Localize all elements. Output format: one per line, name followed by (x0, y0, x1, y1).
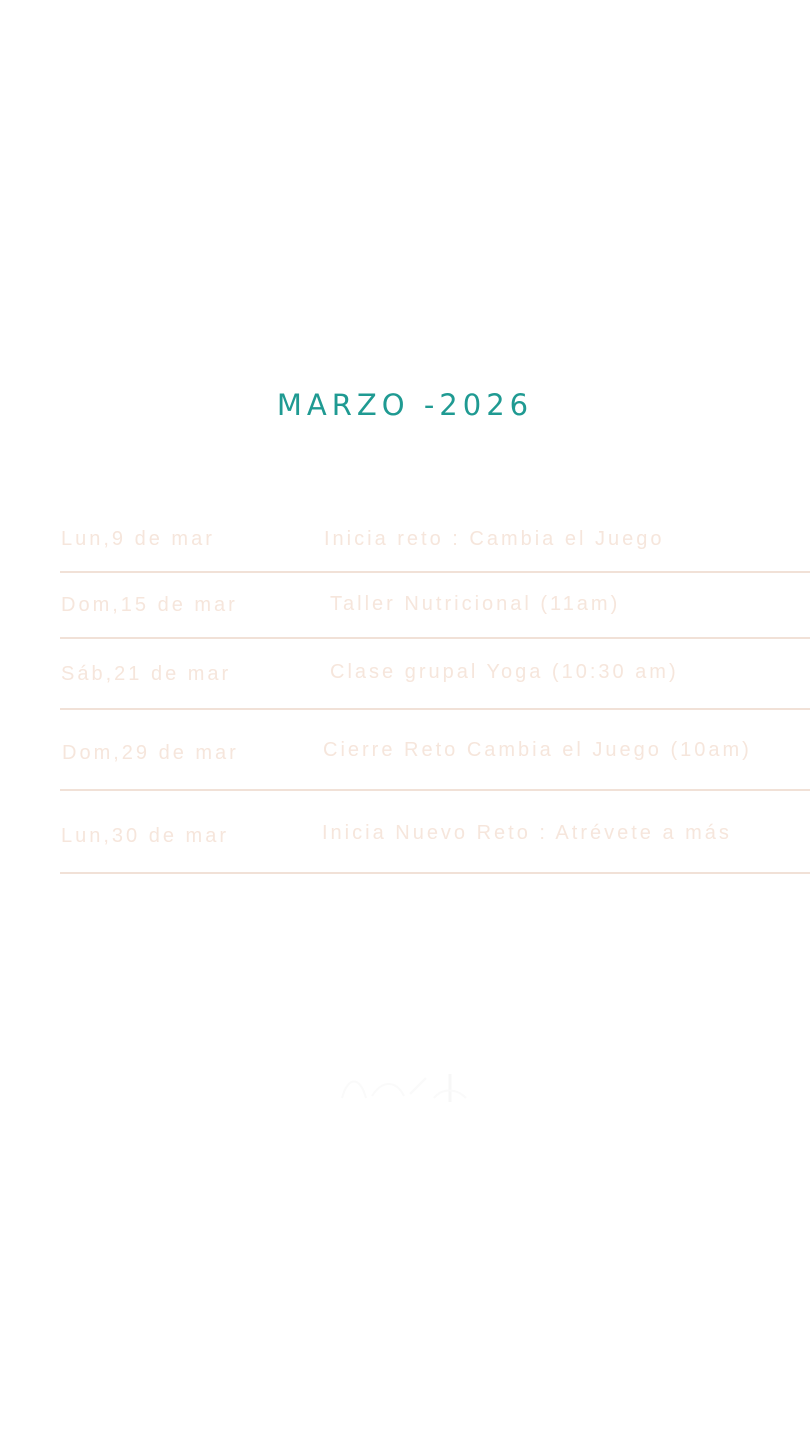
event-description: Inicia Nuevo Reto : Atrévete a más (322, 822, 732, 844)
row-divider (60, 789, 810, 791)
row-divider (60, 708, 810, 710)
page-title: MARZO -2026 (276, 388, 534, 422)
event-date: Lun,9 de mar (61, 528, 215, 550)
event-description: Taller Nutricional (11am) (330, 593, 621, 615)
event-date: Sáb,21 de mar (61, 663, 232, 685)
event-description: Cierre Reto Cambia el Juego (10am) (323, 739, 752, 761)
row-divider (60, 637, 810, 639)
event-date: Dom,15 de mar (61, 594, 238, 616)
event-description: Inicia reto : Cambia el Juego (324, 528, 665, 550)
brand-logo-icon (338, 1068, 488, 1108)
event-date: Dom,29 de mar (62, 742, 239, 764)
event-date: Lun,30 de mar (61, 825, 229, 847)
row-divider (60, 872, 810, 874)
row-divider (60, 571, 810, 573)
event-description: Clase grupal Yoga (10:30 am) (330, 661, 679, 683)
